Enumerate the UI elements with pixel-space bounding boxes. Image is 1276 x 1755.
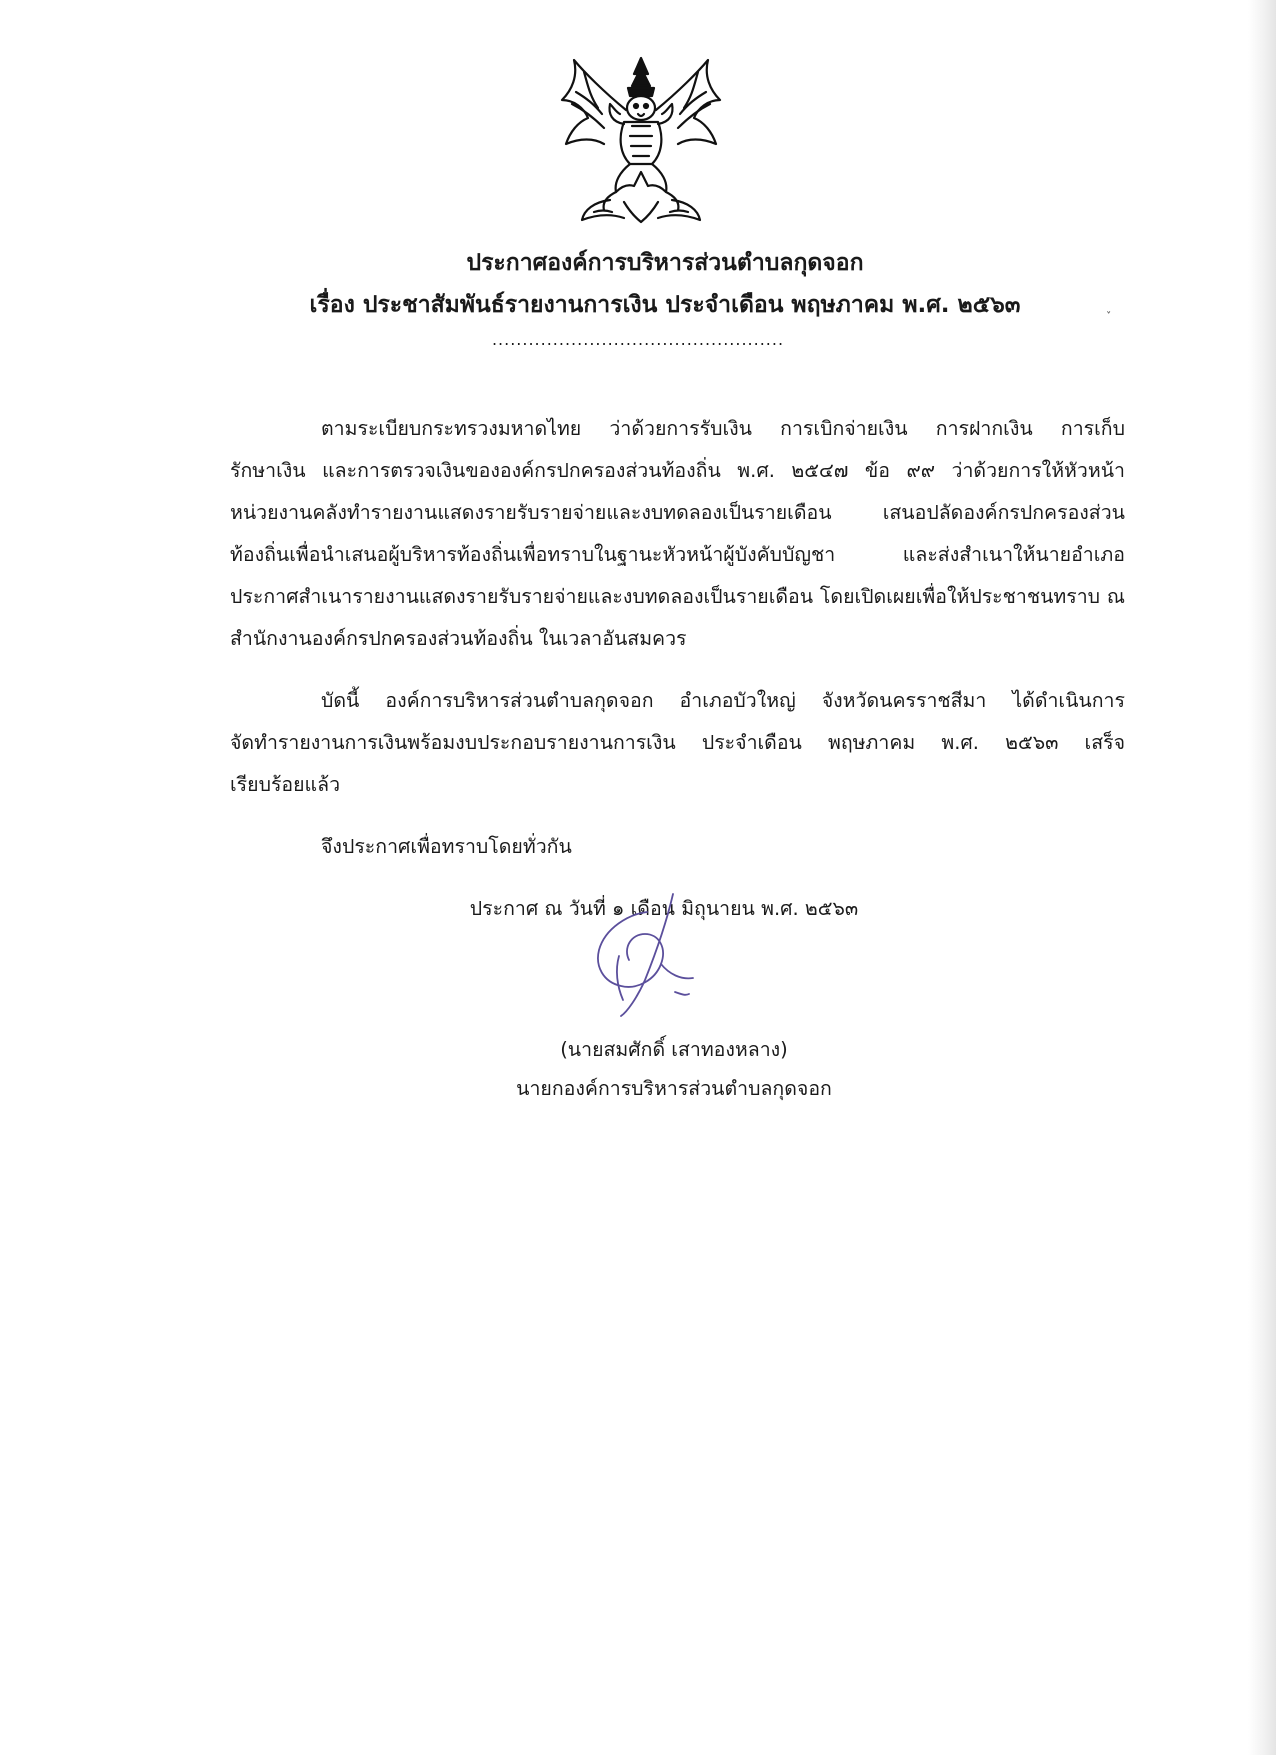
document-subject: เรื่อง ประชาสัมพันธ์รายงานการเงิน ประจำเดือน พฤษภาคม พ.ศ. ๒๕๖๓ — [309, 292, 1021, 318]
paragraph2-line-3: เรียบร้อยแล้ว — [230, 773, 341, 796]
document-title: ประกาศองค์การบริหารส่วนตำบลกุดจอก — [466, 250, 864, 276]
paragraph1-line-1: ตามระเบียบกระทรวงมหาดไทย ว่าด้วยการรับเงิน การเบิกจ่ายเงิน การฝากเงิน การเก็บ — [321, 417, 1125, 440]
garuda-emblem-icon — [554, 52, 728, 226]
paragraph2-line-1: บัดนี้ องค์การบริหารส่วนตำบลกุดจอก อำเภอบัวใหญ่ จังหวัดนครราชสีมา ได้ดำเนินการ — [321, 689, 1125, 712]
signatory-position: นายกองค์การบริหารส่วนตำบลกุดจอก — [516, 1077, 832, 1100]
paragraph2-line-2: จัดทำรายงานการเงินพร้อมงบประกอบรายงานการเงิน ประจำเดือน พฤษภาคม พ.ศ. ๒๕๖๓ เสร็จ — [230, 731, 1125, 754]
announcement-date: ประกาศ ณ วันที่ ๑ เดือน มิถุนายน พ.ศ. ๒๕๖๓ — [469, 897, 859, 920]
paragraph1-line-3: หน่วยงานคลังทำรายงานแสดงรายรับรายจ่ายและงบทดลองเป็นรายเดือน เสนอปลัดองค์กรปกครองส่วน — [230, 501, 1125, 524]
paragraph1-line-2: รักษาเงิน และการตรวจเงินขององค์กรปกครองส่วนท้องถิ่น พ.ศ. ๒๕๔๗ ข้อ ๙๙ ว่าด้วยการให้หัวหน้า — [230, 459, 1125, 482]
signatory-name: (นายสมศักดิ์ เสาทองหลาง) — [560, 1038, 788, 1061]
paragraph1-line-6: สำนักงานองค์กรปกครองส่วนท้องถิ่น ในเวลาอันสมควร — [230, 627, 687, 650]
closing-statement: จึงประกาศเพื่อทราบโดยทั่วกัน — [321, 835, 572, 858]
paragraph1-line-4: ท้องถิ่นเพื่อนำเสนอผู้บริหารท้องถิ่นเพื่อทราบในฐานะหัวหน้าผู้บังคับบัญชา และส่งสำเนาให้นายอำเภอ — [230, 543, 1125, 566]
scan-speck: ˯ — [1106, 296, 1112, 315]
handwritten-signature-icon — [575, 890, 715, 1020]
title-divider: ................................................ — [491, 330, 785, 349]
paragraph1-line-5: ประกาศสำเนารายงานแสดงรายรับรายจ่ายและงบทดลองเป็นรายเดือน โดยเปิดเผยเพื่อให้ประชาชนทราบ ณ — [230, 585, 1125, 608]
